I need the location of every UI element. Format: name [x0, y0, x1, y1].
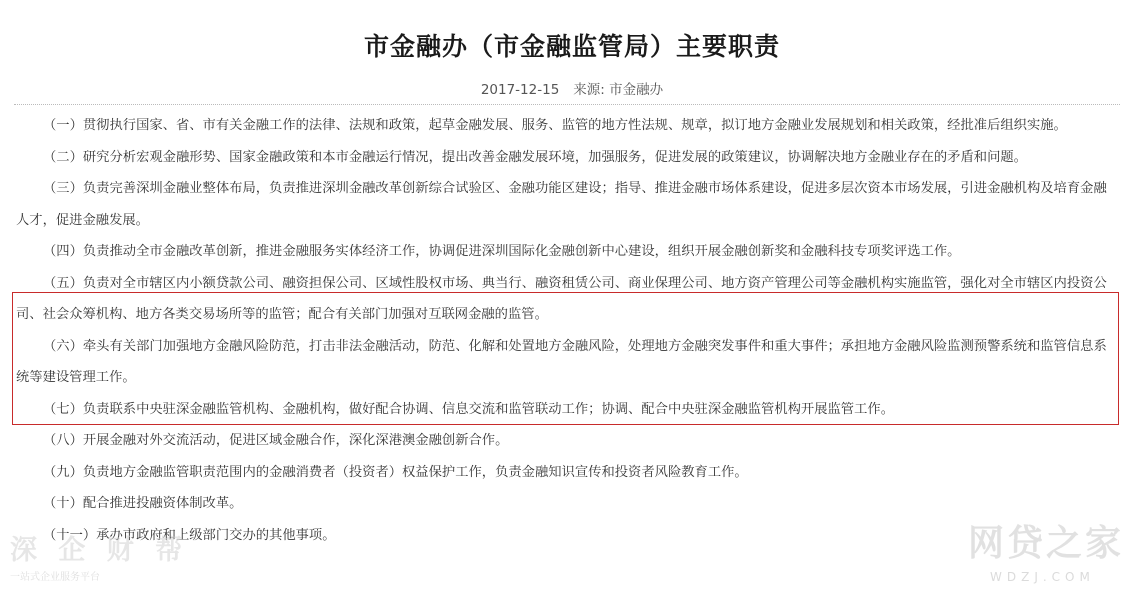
source-label: 来源:: [573, 82, 605, 98]
publish-date: 2017-12-15: [480, 82, 560, 98]
page-title: 市金融办（市金融监管局）主要职责: [363, 32, 780, 61]
duty-paragraph-4: （四）负责推动全市金融改革创新，推进金融服务实体经济工作，协调促进深圳国际化金融创新中心建设，组织开展金融创新奖和金融科技专项奖评选工作。: [43, 244, 961, 259]
article-meta: [0, 80, 1144, 100]
duty-paragraph-6: （六）牵头有关部门加强地方金融风险防范，打击非法金融活动，防范、化解和处置地方金融风险，处理地方金融突发事件和重大事件；承担地方金融风险监测预警系统和监管信息系统等建设管理工作。: [16, 338, 1107, 385]
duty-paragraph-7: （七）负责联系中央驻深金融监管机构、金融机构，做好配合协调、信息交流和监管联动工作；协调、配合中央驻深金融监管机构开展监管工作。: [43, 401, 894, 417]
watermark-left: 深 企 财 帮: [10, 535, 189, 566]
article-body: [16, 110, 1116, 551]
duty-paragraph-1: （一）贯彻执行国家、省、市有关金融工作的法律、法规和政策，起草金融发展、服务、监管的地方性法规、规章，拟订地方金融业发展规划和相关政策，经批准后组织实施。: [43, 118, 1067, 133]
source-wrap: [573, 82, 663, 98]
watermark-left-sub: 一站式企业服务平台: [10, 572, 100, 583]
divider: [14, 104, 1120, 105]
duty-paragraph-10: （十）配合推进投融资体制改革。: [43, 496, 243, 511]
watermark-right-sub: WDZJ.COM: [990, 570, 1095, 584]
duty-paragraph-11: （十一）承办市政府和上级部门交办的其他事项。: [43, 527, 336, 543]
watermark-right: 网贷之家: [968, 523, 1125, 564]
duty-paragraph-8: （八）开展金融对外交流活动，促进区域金融合作，深化深港澳金融创新合作。: [43, 433, 509, 448]
duty-paragraph-9: （九）负责地方金融监管职责范围内的金融消费者（投资者）权益保护工作，负责金融知识宣传和投资者风险教育工作。: [43, 464, 748, 480]
duty-paragraph-5: （五）负责对全市辖区内小额贷款公司、融资担保公司、区域性股权市场、典当行、融资租赁公司、商业保理公司、地方资产管理公司等金融机构实施监管，强化对全市辖区内投资公司、社会众筹机构、地方各类交易场所等的监管；配合有关部门加强对互联网金融的监管。: [16, 275, 1107, 322]
source-name: 市金融办: [609, 82, 664, 98]
duty-paragraph-3: （三）负责完善深圳金融业整体布局，负责推进深圳金融改革创新综合试验区、金融功能区建设；指导、推进金融市场体系建设，促进多层次资本市场发展，引进金融机构及培育金融人才，促进金融发展。: [16, 181, 1107, 228]
duty-paragraph-2: （二）研究分析宏观金融形势、国家金融政策和本市金融运行情况，提出改善金融发展环境，加强服务，促进发展的政策建议，协调解决地方金融业存在的矛盾和问题。: [43, 149, 1027, 165]
